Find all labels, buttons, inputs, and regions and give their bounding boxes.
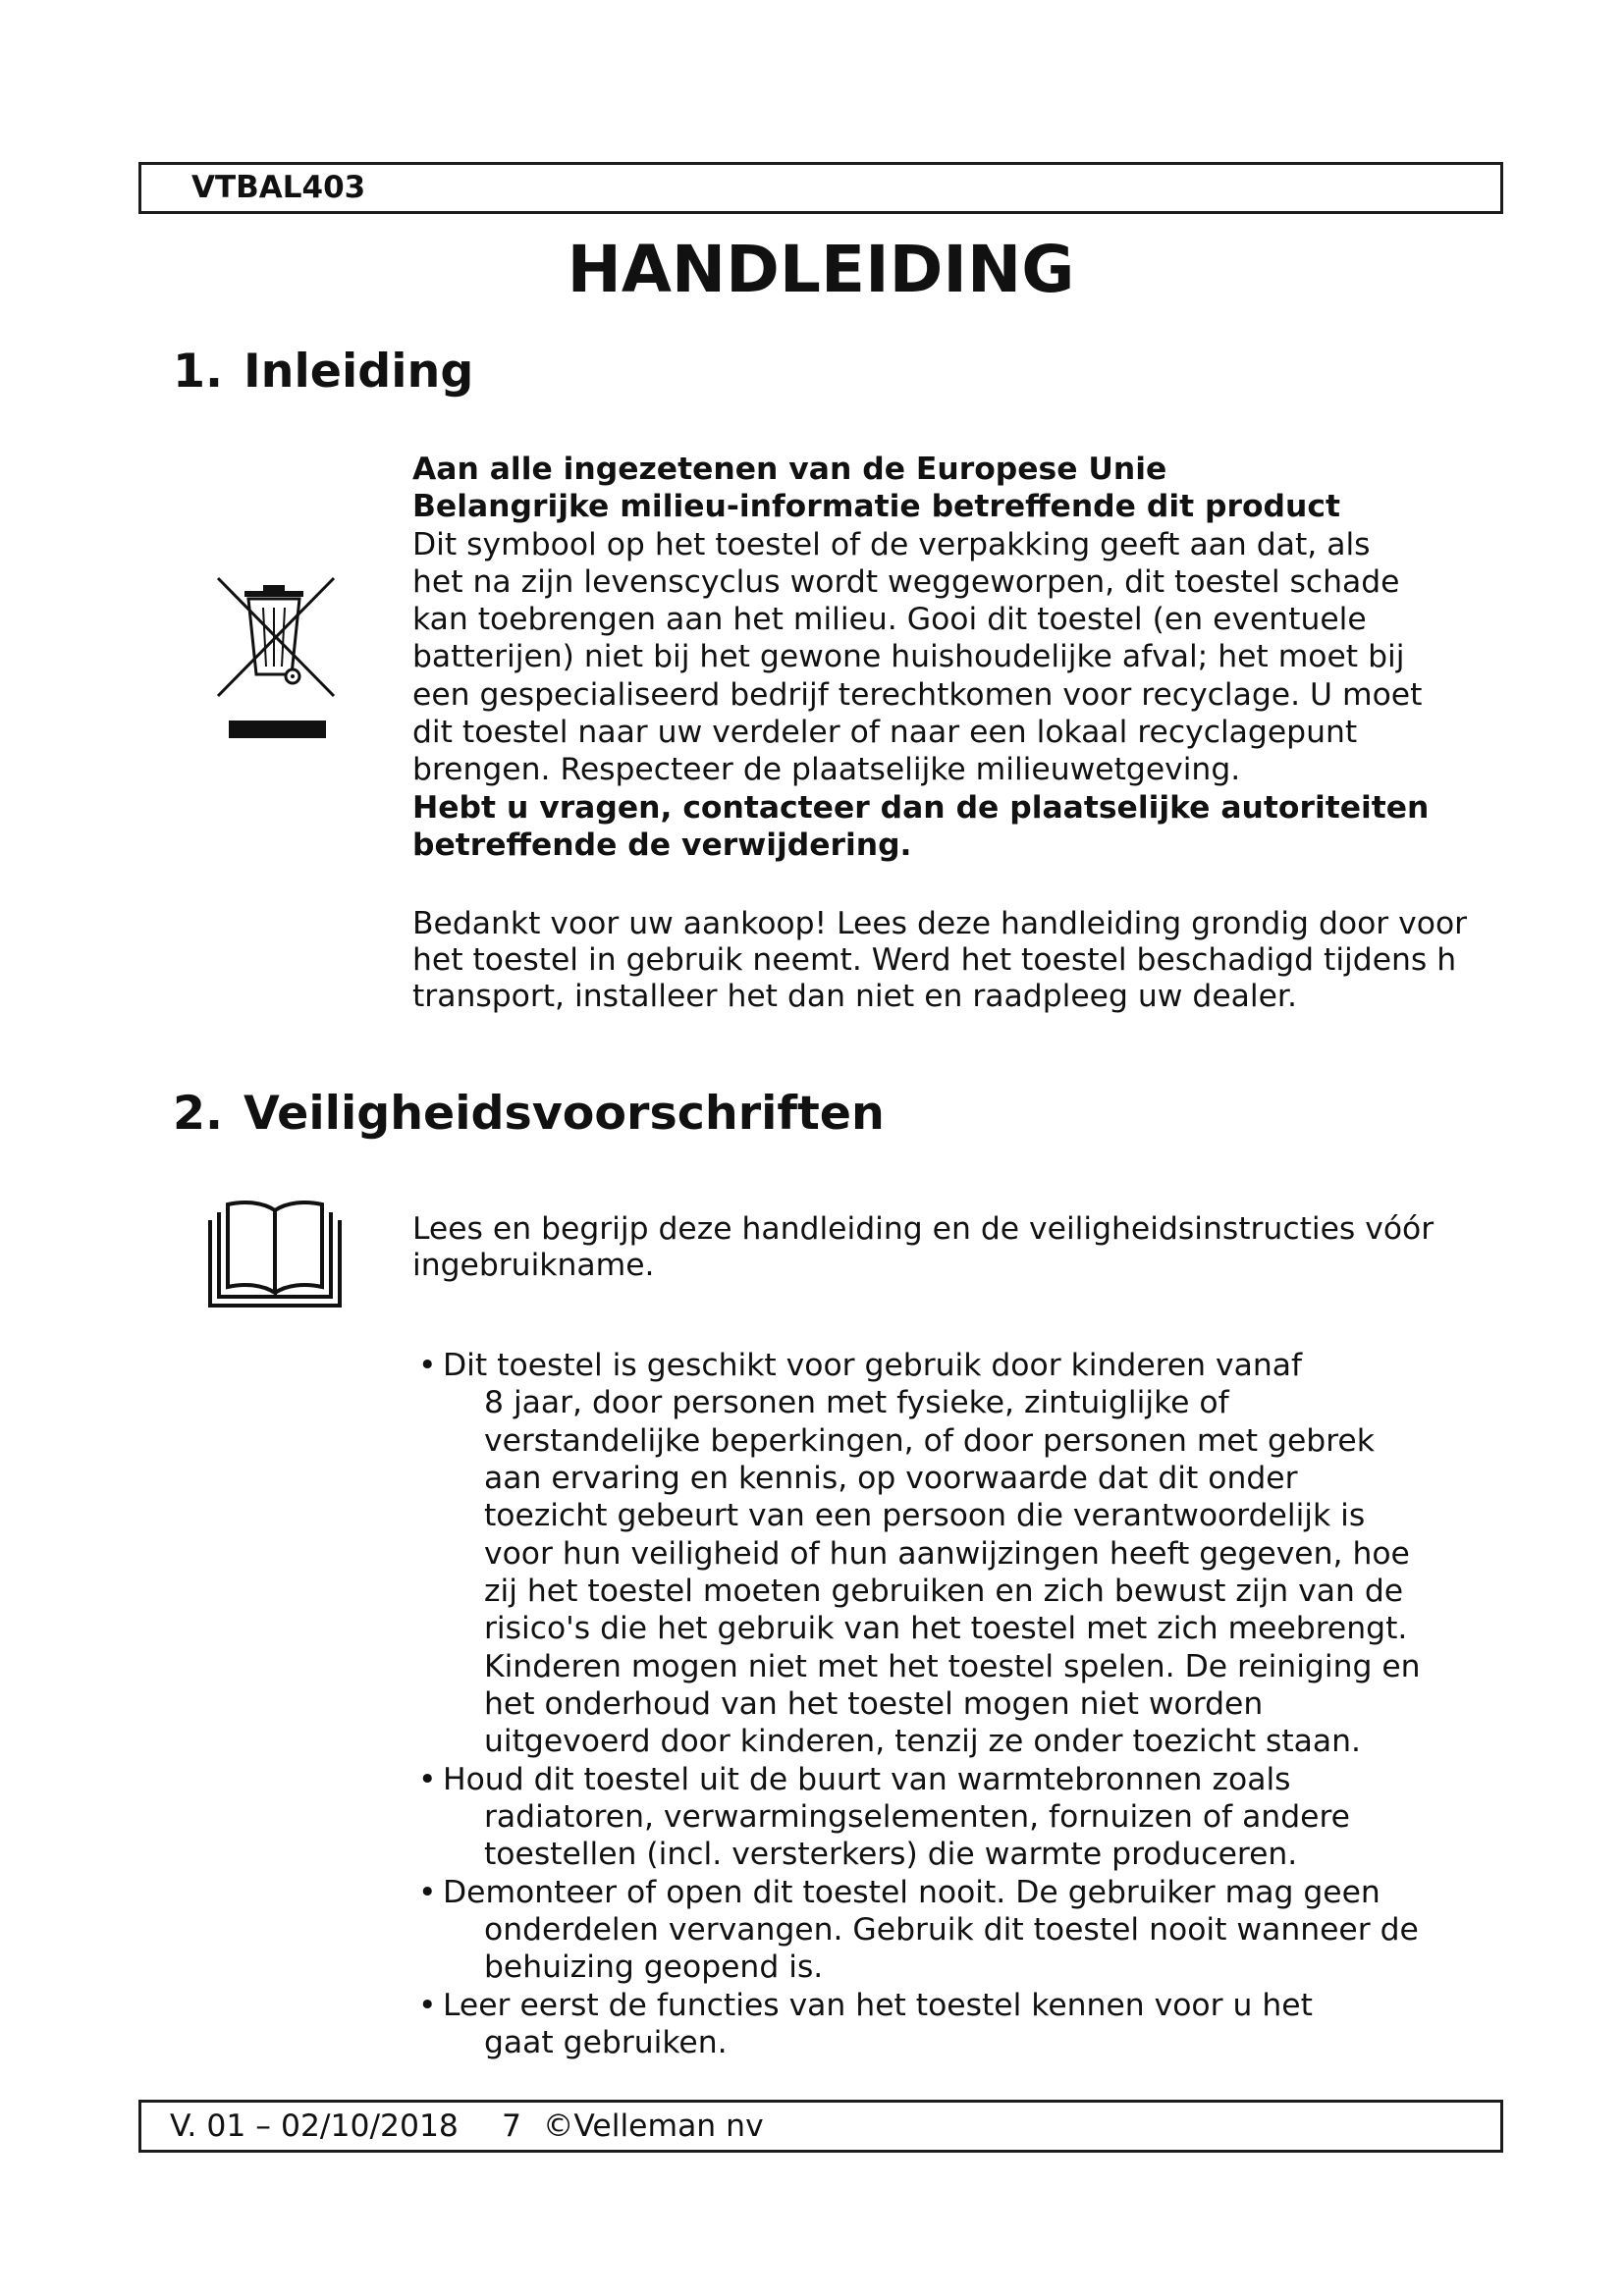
section-1-number: 1.: [173, 345, 224, 399]
bullet-icon: •: [418, 1987, 437, 2023]
section-2-title: Veiligheidsvoorschriften: [244, 1087, 885, 1141]
list-item-line: het onderhoud van het toestel mogen niet worden: [484, 1685, 1264, 1722]
list-item: [412, 1347, 1421, 1761]
section-2-heading: [173, 1086, 885, 1143]
weee-notice-line: Dit symbool op het toestel of de verpakking geeft aan dat, als: [412, 526, 1371, 562]
read-notice-line: Lees en begrijp deze handleiding en de veiligheidsinstructies vóór: [412, 1211, 1435, 1247]
list-item-line: gaat gebruiken.: [484, 2024, 728, 2060]
list-item-line: radiatoren, verwarmingselementen, fornuizen of andere: [484, 1798, 1350, 1835]
list-item-line: zij het toestel moeten gebruiken en zich bewust zijn van de: [484, 1573, 1404, 1609]
list-item-line: 8 jaar, door personen met fysieke, zintuiglijke of: [484, 1385, 1229, 1421]
section-1-title: Inleiding: [244, 345, 474, 399]
thanks-note-line: Bedankt voor uw aankoop! Lees deze handleiding grondig door voor: [412, 906, 1468, 941]
list-item-line: verstandelijke beperkingen, of door personen met gebrek: [484, 1422, 1375, 1459]
model-number: VTBAL403: [191, 170, 366, 205]
list-item-line: Demonteer of open dit toestel nooit. De gebruiker mag geen: [443, 1874, 1380, 1910]
weee-notice-line: Aan alle ingezetenen van de Europese Unie: [412, 452, 1167, 487]
list-item-line: risico's die het gebruik van het toestel met zich meebrengt.: [484, 1611, 1408, 1647]
list-item: [412, 1874, 1421, 1987]
weee-notice: [412, 451, 1429, 864]
list-item: [412, 1761, 1421, 1874]
list-item-line: Leer eerst de functies van het toestel kennen voor u het: [443, 1987, 1313, 2023]
header-box: [138, 162, 1503, 214]
weee-notice-line: brengen. Respecteer de plaatselijke milieuwetgeving.: [412, 752, 1241, 788]
read-notice-line: ingebruikname.: [412, 1248, 655, 1283]
weee-notice-line: een gespecialiseerd bedrijf terechtkomen voor recyclage. U moet: [412, 676, 1423, 713]
list-item-line: Kinderen mogen niet met het toestel spelen. De reiniging en: [484, 1648, 1421, 1684]
safety-list: [412, 1347, 1421, 2061]
crossed-out-wheelie-bin-icon: [212, 572, 340, 741]
weee-notice-line: Belangrijke milieu-informatie betreffende dit product: [412, 489, 1340, 525]
weee-notice-line: dit toestel naar uw verdeler of naar een lokaal recyclagepunt: [412, 715, 1358, 751]
thanks-note-line: het toestel in gebruik neemt. Werd het toestel beschadigd tijdens h: [412, 942, 1457, 978]
footer-copyright: ©Velleman nv: [543, 2109, 764, 2144]
read-manual-notice: [412, 1211, 1434, 1284]
weee-notice-line: het na zijn levenscyclus wordt weggeworpen, dit toestel schade: [412, 563, 1400, 600]
page-title: HANDLEIDING: [567, 232, 1075, 307]
weee-notice-line: kan toebrengen aan het milieu. Gooi dit toestel (en eventuele: [412, 602, 1367, 638]
list-item-line: toestellen (incl. versterkers) die warmte produceren.: [484, 1837, 1298, 1873]
footer-page-number: 7: [502, 2109, 521, 2144]
list-item-line: aan ervaring en kennis, op voorwaarde dat dit onder: [484, 1460, 1298, 1496]
footer-box: [138, 2100, 1503, 2153]
list-item-line: Houd dit toestel uit de buurt van warmtebronnen zoals: [443, 1761, 1291, 1797]
section-1-heading: [173, 344, 473, 400]
list-item-line: voor hun veiligheid of hun aanwijzingen heeft gegeven, hoe: [484, 1535, 1410, 1572]
open-book-icon: [206, 1199, 344, 1310]
list-item-line: onderdelen vervangen. Gebruik dit toestel nooit wanneer de: [484, 1911, 1419, 1948]
thanks-note-line: transport, installeer het dan niet en raadpleeg uw dealer.: [412, 979, 1297, 1014]
weee-notice-line: batterijen) niet bij het gewone huishoudelijke afval; het moet bij: [412, 639, 1405, 675]
weee-notice-line: Hebt u vragen, contacteer dan de plaatselijke autoriteiten: [412, 789, 1430, 826]
bullet-icon: •: [418, 1874, 437, 1910]
list-item-line: uitgevoerd door kinderen, tenzij ze onder toezicht staan.: [484, 1724, 1362, 1760]
thanks-note: [412, 906, 1472, 1015]
bullet-icon: •: [418, 1348, 437, 1383]
bullet-icon: •: [418, 1761, 437, 1797]
footer-version-date: V. 01 – 02/10/2018: [170, 2109, 459, 2144]
list-item-line: toezicht gebeurt van een persoon die verantwoordelijk is: [484, 1498, 1366, 1534]
list-item-line: behuizing geopend is.: [484, 1949, 824, 1986]
weee-notice-line: betreffende de verwijdering.: [412, 827, 912, 863]
list-item-line: Dit toestel is geschikt voor gebruik door kinderen vanaf: [443, 1348, 1303, 1383]
list-item: [412, 1987, 1421, 2062]
section-2-number: 2.: [173, 1087, 224, 1141]
